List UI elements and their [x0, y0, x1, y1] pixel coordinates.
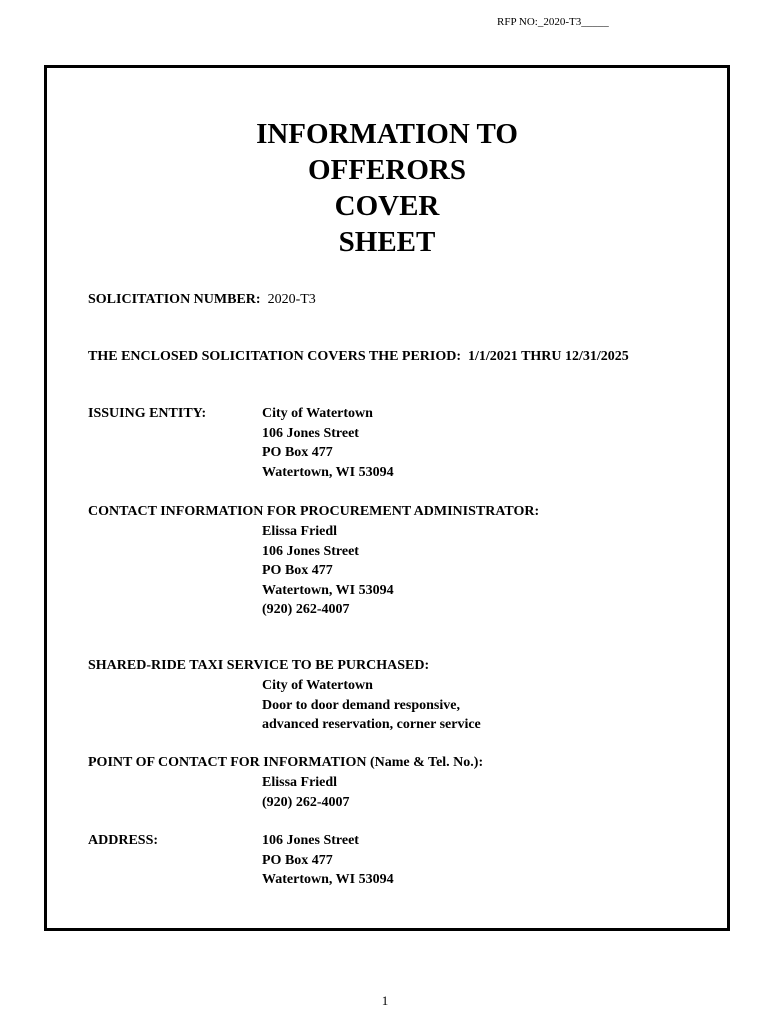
period-thru: THRU [521, 349, 562, 364]
procurement-admin-line: (920) 262-4007 [262, 602, 350, 617]
solicitation-number-value: 2020-T3 [267, 292, 316, 307]
issuing-entity-line: City of Watertown [262, 406, 373, 421]
taxi-service-line: advanced reservation, corner service [262, 717, 481, 732]
solicitation-number-row [88, 290, 316, 310]
address-label: ADDRESS: [88, 833, 159, 848]
title-line-1: INFORMATION TO [256, 118, 518, 150]
issuing-entity-line: Watertown, WI 53094 [262, 464, 394, 480]
taxi-service-line: City of Watertown [262, 678, 373, 693]
issuing-entity-line: 106 Jones Street [262, 425, 359, 441]
procurement-admin-line: 106 Jones Street [262, 543, 359, 559]
point-of-contact-details [262, 773, 350, 812]
point-of-contact-label: POINT OF CONTACT FOR INFORMATION (Name & Tel. No.): [88, 755, 484, 770]
document-title [47, 116, 727, 260]
title-line-2: OFFERORS [308, 154, 466, 186]
solicitation-period-row [88, 347, 629, 367]
address-line: Watertown, WI 53094 [262, 872, 394, 887]
address-line: PO Box 477 [262, 852, 333, 868]
period-start: 1/1/2021 [468, 349, 518, 364]
address-line: 106 Jones Street [262, 833, 359, 848]
issuing-entity-address [262, 404, 394, 482]
procurement-admin-line: PO Box 477 [262, 563, 333, 578]
title-line-3: COVER [334, 190, 440, 222]
solicitation-number-label: SOLICITATION NUMBER: [88, 292, 261, 307]
taxi-service-label: SHARED-RIDE TAXI SERVICE TO BE PURCHASED: [88, 658, 430, 673]
procurement-admin-label: CONTACT INFORMATION FOR PROCUREMENT ADMINISTRATOR: [88, 504, 540, 519]
period-end: 12/31/2025 [565, 349, 629, 364]
title-line-4: SHEET [338, 226, 436, 258]
point-of-contact-line: Elissa Friedl [262, 775, 338, 790]
period-label: THE ENCLOSED SOLICITATION COVERS THE PERIOD: [88, 349, 462, 364]
address-details [262, 831, 394, 890]
rfp-number-header: RFP NO:_2020-T3_____ [497, 16, 609, 28]
issuing-entity-label: ISSUING ENTITY: [88, 406, 207, 421]
procurement-admin-line: Watertown, WI 53094 [262, 582, 394, 598]
taxi-service-line: Door to door demand responsive, [262, 697, 460, 713]
procurement-admin-line: Elissa Friedl [262, 524, 338, 539]
taxi-service-details [262, 676, 481, 735]
cover-sheet-frame [44, 65, 730, 931]
issuing-entity-line: PO Box 477 [262, 445, 333, 460]
page-number: 1 [381, 993, 389, 1008]
procurement-admin-details [262, 522, 394, 620]
point-of-contact-line: (920) 262-4007 [262, 794, 350, 810]
